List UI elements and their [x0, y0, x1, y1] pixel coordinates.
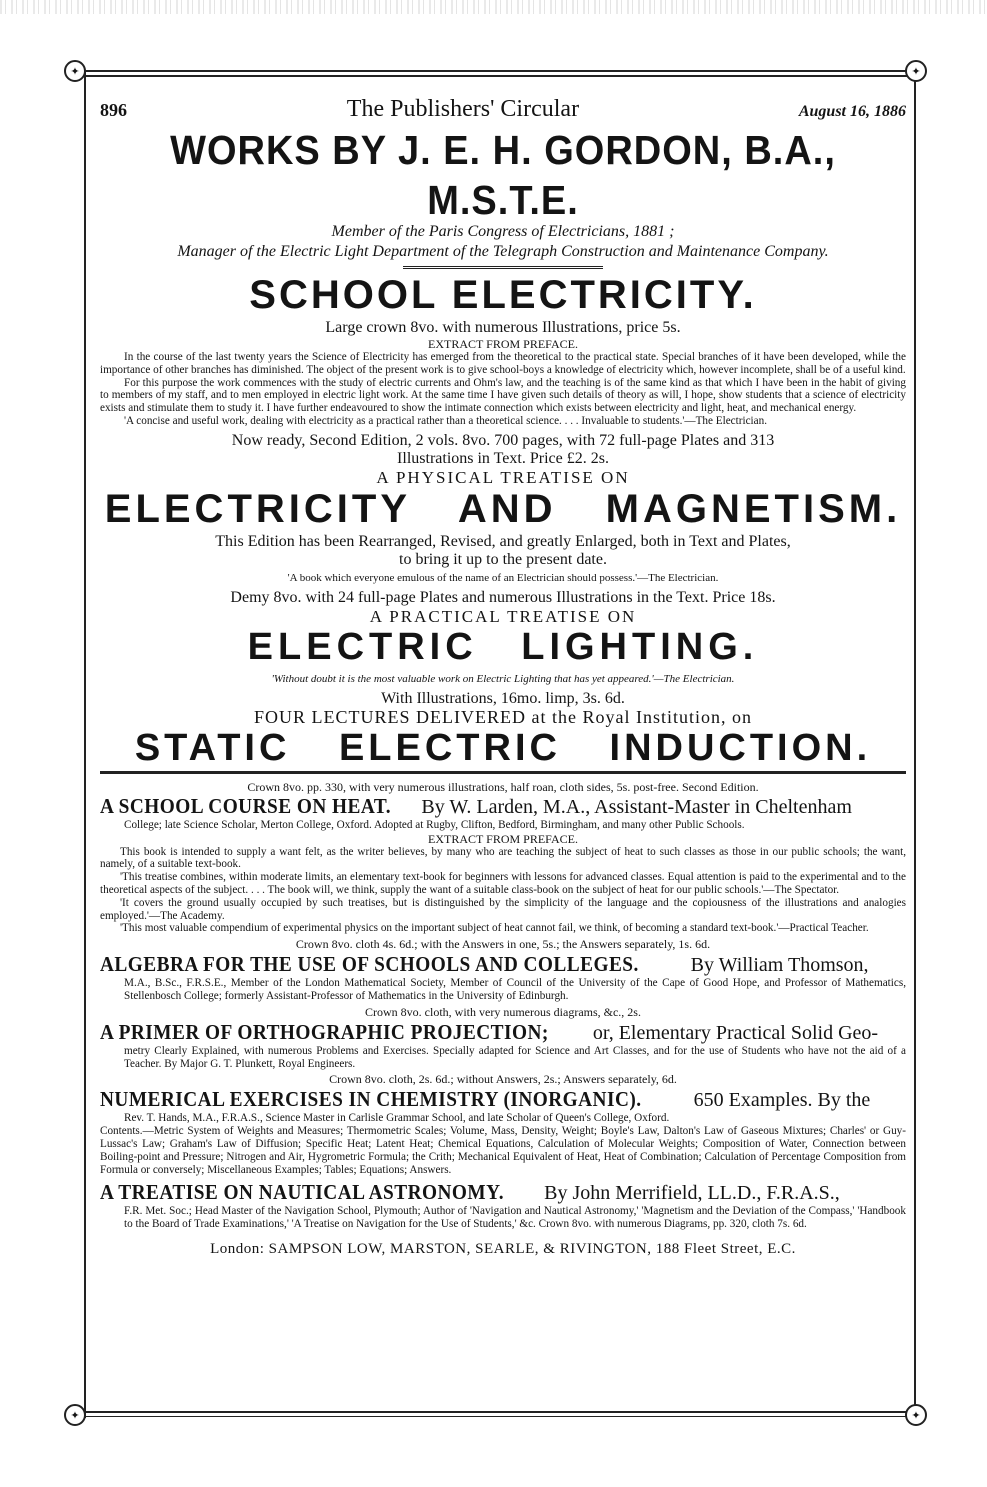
heat-title: A SCHOOL COURSE ON HEAT. [100, 793, 392, 818]
elmag-format-line-2: Illustrations in Text. Price £2. 2s. [397, 449, 609, 467]
gordon-heading: WORKS BY J. E. H. GORDON, B.A., M.S.T.E. [170, 128, 836, 224]
page-content [100, 96, 906, 1258]
chemistry-format: Crown 8vo. cloth, 2s. 6d.; without Answers, 2s.; Answers separately, 6d. [329, 1072, 677, 1087]
school-electricity-title: SCHOOL ELECTRICITY. [249, 273, 757, 317]
induction-title: STATIC ELECTRIC INDUCTION. [134, 726, 872, 769]
induction-format: With Illustrations, 16mo. limp, 3s. 6d. [381, 689, 625, 707]
right-border [914, 70, 916, 1418]
preface-paragraph-2: For this purpose the work commences with the study of electric currents and Ohm's law, and the teaching is of the same kind as that which I have been in the habit of giving to members of my staff, and to men employed in electric light work. At the same time I have given such details of theory as will, I hope, show students that a science of electricity exists and stimulate them to study it. I have further endeavoured to show the intimate connection which exists between electricity and light, heat, and mechanical energy. [100, 376, 906, 415]
elmag-title: ELECTRICITY AND MAGNETISM. [104, 486, 902, 531]
school-electricity-format: Large crown 8vo. with numerous Illustrations, price 5s. [325, 319, 681, 336]
heat-details: College; late Science Scholar, Merton College, Oxford. Adopted at Rugby, Clifton, Bedford, Birmingham, and many other Public Schools. [124, 818, 745, 831]
lighting-review: 'Without doubt it is the most valuable work on Electric Lighting that has yet appeared.'—The Electrician. [271, 672, 735, 685]
scan-noise [0, 0, 987, 14]
lighting-format: Demy 8vo. with 24 full-page Plates and numerous Illustrations in the Text. Price 18s. [230, 588, 776, 606]
heat-preface: This book is intended to supply a want felt, as the writer believes, by many who are teaching the subject of heat to such classes as those in our public schools; the want, namely, of a suitable text-book. [100, 845, 906, 871]
astronomy-author: By John Merrifield, LL.D., F.R.A.S., [544, 1182, 840, 1205]
elmag-description-1: This Edition has been Rearranged, Revised, and greatly Enlarged, both in Text and Plates, [215, 532, 791, 550]
primer-subtitle: or, Elementary Practical Solid Geo- [592, 1021, 879, 1044]
primer-title-line [100, 1020, 906, 1045]
chemistry-subtitle: 650 Examples. By the [693, 1089, 871, 1112]
astronomy-title-line [100, 1180, 906, 1205]
section-rule [100, 771, 906, 774]
heat-review-1: 'This treatise combines, within moderate limits, an elementary text-book for beginners with lessons for advanced classes. Equal attention is paid to the experimental and to the theoretical aspects of the subject. . . . The book will, we think, supply the want of a suitable class-book on the subject of heat for our public schools.'—The Spectator. [100, 871, 906, 896]
algebra-details: M.A., B.Sc., F.R.S.E., Member of the London Mathematical Society, Member of Council of the University of the Cape of Good Hope, and Professor of Mathematics, Stellenbosch College; formerly Assistant-Professor of Mathematics in the University of Edinburgh. [124, 977, 906, 1002]
publisher-imprint: London: SAMPSON LOW, MARSTON, SEARLE, & RIVINGTON, 188 Fleet Street, E.C. [210, 1240, 796, 1257]
divider [403, 266, 603, 269]
ornament-icon [905, 1404, 927, 1426]
bottom-border [72, 1411, 917, 1413]
heat-review-2: 'It covers the ground usually occupied by such treatises, but is distinguished by the simplicity of the language and the copiousness of the illustrations and analogies employed.'—The Academy. [100, 896, 906, 922]
running-header [100, 96, 906, 124]
gordon-membership: Member of the Paris Congress of Electricians, 1881 ; [331, 223, 675, 240]
elmag-review: 'A book which everyone emulous of the name of an Electrician should possess.'—The Electrician. [287, 571, 719, 584]
induction-lectures: FOUR LECTURES DELIVERED at the Royal Institution, on [254, 706, 752, 727]
primer-title: A PRIMER OF ORTHOGRAPHIC PROJECTION; [100, 1019, 549, 1044]
preface-paragraph-1: In the course of the last twenty years the Science of Electricity has emerged from the theoretical to the practical state. Special branches of it have been developed, while the importance of other branches has diminished. The object of the present work is to give school-boys a knowledge of electricity which, however incomplete, shall be of a useful kind. [100, 351, 906, 376]
astronomy-details: F.R. Met. Soc.; Head Master of the Navigation School, Plymouth; Author of 'Navigation and Nautical Astronomy,' 'Magnetism and the Deviation of the Compass,' 'Handbook to the Board of Trade Examinations,' 'A Treatise on Navigation for the Use of Students,' &c. Crown 8vo. with numerous Diagrams, pp. 320, cloth 7s. 6d. [124, 1205, 906, 1231]
algebra-format: Crown 8vo. cloth 4s. 6d.; with the Answers in one, 5s.; the Answers separately, 1s. 6d. [295, 937, 711, 952]
heat-format: Crown 8vo. pp. 330, with very numerous illustrations, half roan, cloth sides, 5s. post-free. Second Edition. [247, 779, 759, 794]
chemistry-contents: Contents.—Metric System of Weights and Measures; Thermometric Scales; Volume, Mass, Density, Weight; Boyle's Law, Dalton's Law of Gaseous Mixtures; Charles' or Guy-Lussac's Law; Graham's Law of Diffusion; Specific Heat; Latent Heat; Chemical Equations, Calculation of Molecular Weights; Composition of Water, Connection between Boiling-point and Pressure; Nitrogen and Air, Hygrometric Formula; the Crith; Mechanical Equivalent of Heat, Heat of Combination; Calculation of Percentage Composition from Formula or conversely; Miscellaneous Examples; Tables; Equations; Answers. [100, 1125, 906, 1176]
left-border [84, 70, 86, 1418]
bottom-border-inner [72, 1416, 917, 1417]
chemistry-details: Rev. T. Hands, M.A., F.R.A.S., Science Master in Carlisle Grammar School, and late Scholar of Queen's College, Oxford. [124, 1112, 670, 1125]
algebra-author: By William Thomson, [690, 954, 869, 977]
chemistry-title-line [100, 1087, 906, 1112]
lighting-treatise-label: A PRACTICAL TREATISE ON [369, 606, 637, 626]
elmag-treatise-label: A PHYSICAL TREATISE ON [376, 467, 630, 487]
gordon-position: Manager of the Electric Light Department of the Telegraph Construction and Maintenance Company. [177, 243, 829, 260]
extract-label: EXTRACT FROM PREFACE. [428, 337, 578, 351]
primer-details: metry Clearly Explained, with numerous Problems and Exercises. Specially adapted for Science and Art Classes, and for the use of Students who have not the aid of a Teacher. By Major G. T. Plunkett, Royal Engineers. [124, 1044, 906, 1070]
elmag-description-2: to bring it up to the present date. [399, 550, 607, 568]
heat-author: By W. Larden, M.A., Assistant-Master in Cheltenham [421, 795, 852, 818]
algebra-title-line [100, 952, 906, 977]
page-number: 896 [100, 100, 127, 120]
top-border-inner [72, 76, 917, 77]
issue-date: August 16, 1886 [798, 103, 906, 120]
chemistry-title: NUMERICAL EXERCISES IN CHEMISTRY (INORGANIC). [100, 1087, 642, 1112]
ornament-icon [64, 60, 86, 82]
heat-extract-label: EXTRACT FROM PREFACE. [428, 831, 578, 846]
primer-format: Crown 8vo. cloth, with very numerous diagrams, &c., 2s. [365, 1004, 641, 1019]
astronomy-title: A TREATISE ON NAUTICAL ASTRONOMY. [100, 1180, 505, 1205]
ornament-icon [64, 1404, 86, 1426]
review-quote: 'A concise and useful work, dealing with electricity as a practical rather than a theoretical science. . . . Invaluable to students.'—The Electrician. [124, 414, 768, 427]
ornament-icon [905, 60, 927, 82]
heat-title-line [100, 794, 906, 819]
lighting-title: ELECTRIC LIGHTING. [247, 625, 759, 668]
elmag-format-line-1: Now ready, Second Edition, 2 vols. 8vo. 700 pages, with 72 full-page Plates and 313 [231, 431, 775, 449]
algebra-title: ALGEBRA FOR THE USE OF SCHOOLS AND COLLEGES. [100, 952, 639, 977]
heat-review-3: 'This most valuable compendium of experimental physics on the important subject of heat cannot fail, we think, of becoming a standard text-book.'—Practical Teacher. [120, 922, 869, 935]
publication-title: The Publishers' Circular [346, 96, 580, 122]
